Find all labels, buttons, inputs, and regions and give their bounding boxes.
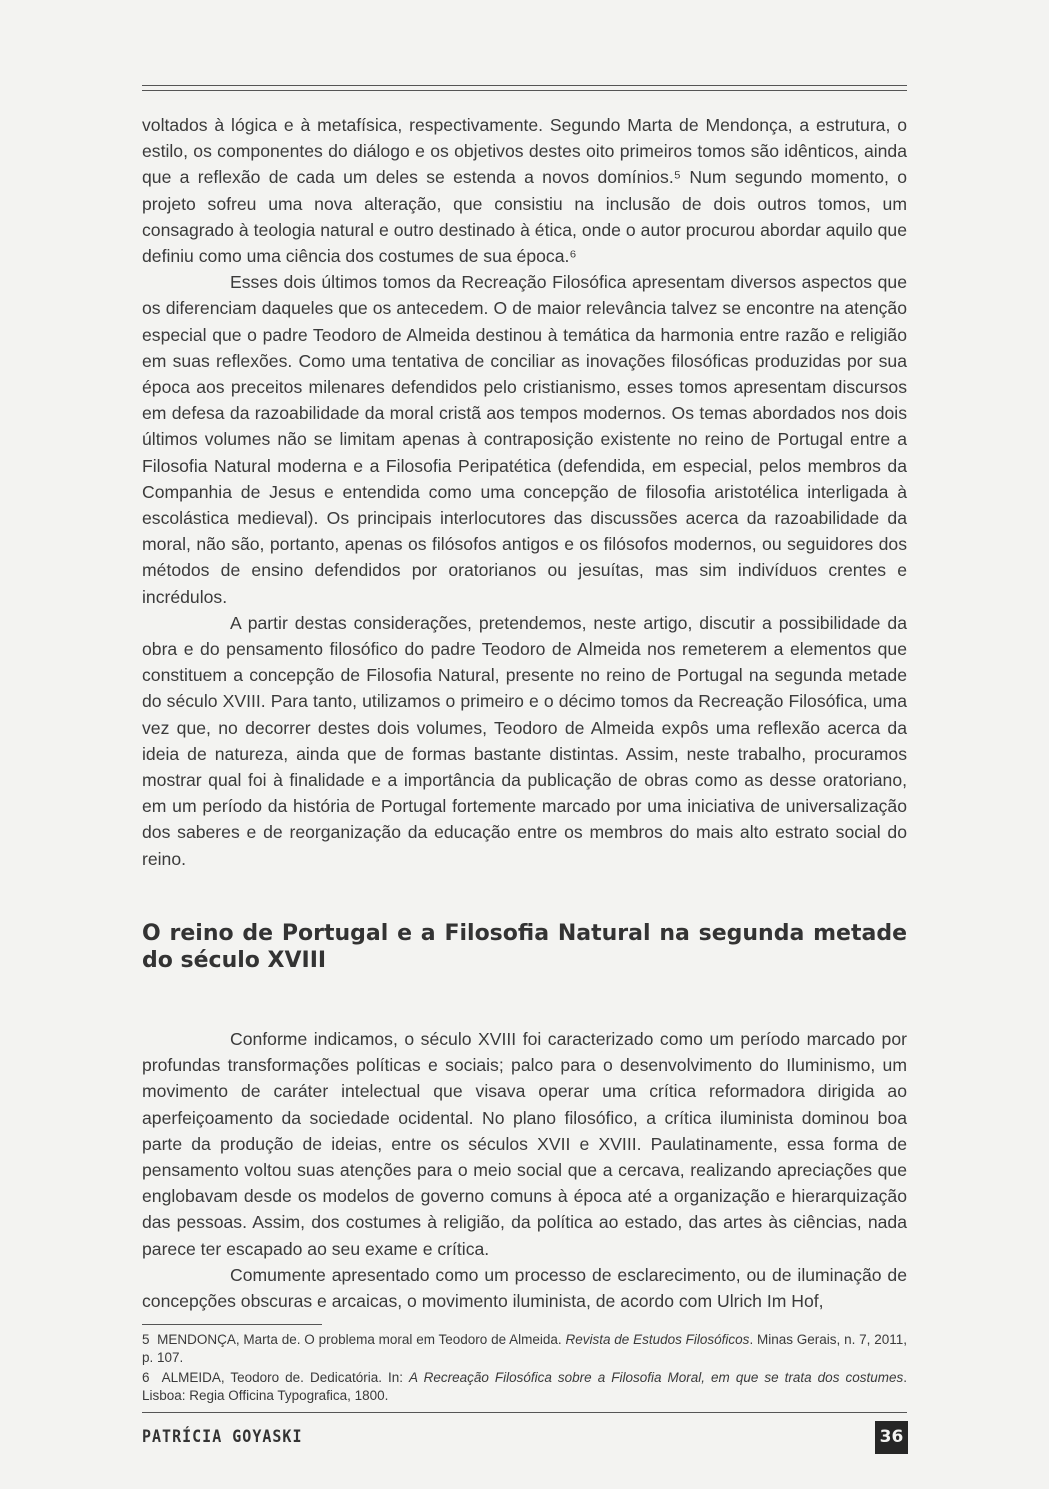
- body-paragraph: Comumente apresentado como um processo de esclarecimento, ou de iluminação de concepções obscuras e arcaicas, o movimento iluminista, de acordo com Ulrich Im Hof,: [142, 1264, 907, 1311]
- body-paragraph: voltados à lógica e à metafísica, respectivamente. Segundo Marta de Mendonça, a estrutura, o estilo, os componentes do diálogo e os objetivos destes oito primeiros tomos são idênticos, ainda que a reflexão de cada um deles se estenda a novos domínios.⁵ Num segundo momento, o projeto sofreu uma nova alteração, que consistiu na inclusão de dois outros tomos, um consagrado à teologia natural e outro destinado à ética, onde o autor procurou abordar aquilo que definiu como uma ciência dos costumes de sua época.⁶: [142, 115, 907, 267]
- footnote-number: 6: [142, 1370, 150, 1386]
- footnote-title: Revista de Estudos Filosóficos: [565, 1332, 750, 1348]
- footer-rule: [142, 1412, 907, 1413]
- section-heading: O reino de Portugal e a Filosofia Natural na segunda metade do século XVIII: [142, 920, 907, 973]
- body-paragraph: A partir destas considerações, pretendemos, neste artigo, discutir a possibilidade da obra e do pensamento filosófico do padre Teodoro de Almeida nos remeterem a elementos que constituem a concepção de Filosofia Natural, presente no reino de Portugal na segunda metade do século XVIII. Para tanto, utilizamos o primeiro e o décimo tomos da Recreação Filosófica, uma vez que, no decorrer destes dois volumes, Teodoro de Almeida expôs uma reflexão acerca da ideia de natureza, ainda que de formas bastante distintas. Assim, neste trabalho, procuramos mostrar qual foi à finalidade e a importância da publicação de obras como as desse oratoriano, em um período da história de Portugal fortemente marcado por uma iniciativa de universalização dos saberes e de reorganização da educação entre os membros do mais alto estrato social do reino.: [142, 612, 907, 869]
- page-content: [142, 112, 907, 1407]
- footnote-text: . Minas Gerais, n. 7, 2011, p. 107.: [142, 1332, 907, 1366]
- footnote-separator: [142, 1324, 322, 1325]
- footnote-text: MENDONÇA, Marta de. O problema moral em Teodoro de Almeida.: [157, 1332, 566, 1348]
- footnote-text: ALMEIDA, Teodoro de. Dedicatória. In:: [161, 1370, 410, 1386]
- header-rule-top: [142, 85, 907, 86]
- header-rule-bottom: [142, 90, 907, 91]
- body-paragraph: Esses dois últimos tomos da Recreação Filosófica apresentam diversos aspectos que os diferenciam daqueles que os antecedem. O de maior relevância talvez se encontre na atenção especial que o padre Teodoro de Almeida destinou à temática da harmonia entre razão e religião em suas reflexões. Como uma tentativa de conciliar as inovações filosóficas produzidas por sua época aos preceitos milenares defendidos pelo cristianismo, esses tomos apresentam discursos em defesa da razoabilidade da moral cristã aos tempos modernos. Os temas abordados nos dois últimos volumes não se limitam apenas à contraposição existente no reino de Portugal entre a Filosofia Natural moderna e a Filosofia Peripatética (defendida, em especial, pelos membros da Companhia de Jesus e entendida como uma concepção de filosofia aristotélica interligada à escolástica medieval). Os principais interlocutores das discussões acerca da razoabilidade da moral, não são, portanto, apenas os filósofos antigos e os filósofos modernos, ou seguidores dos métodos de ensino defendidos por oratorianos ou jesuítas, mas sim indivíduos crentes e incrédulos.: [142, 272, 907, 607]
- footnote: [142, 1369, 907, 1405]
- page-number-badge: 36: [875, 1421, 908, 1454]
- footnote-number: 5: [142, 1332, 150, 1348]
- body-paragraph: Conforme indicamos, o século XVIII foi caracterizado como um período marcado por profundas transformações políticas e sociais; palco para o desenvolvimento do Iluminismo, um movimento de caráter intelectual que visava operar uma crítica reformadora dirigida ao aperfeiçoamento da sociedade ocidental. No plano filosófico, a crítica iluminista dominou boa parte da produção de ideias, entre os séculos XVII e XVIII. Paulatinamente, essa forma de pensamento voltou suas atenções para o meio social que a cercava, realizando apreciações que englobavam desde os modelos de governo comuns à época até a organização e hierarquização das pessoas. Assim, dos costumes à religião, da política ao estado, das artes às ciências, nada parece ter escapado ao seu exame e crítica.: [142, 1028, 907, 1259]
- footnote: [142, 1331, 907, 1367]
- footer-author: PATRÍCIA GOYASKI: [142, 1425, 303, 1447]
- footnote-title: A Recreação Filosófica sobre a Filosofia Moral, em que se trata dos costumes: [409, 1370, 904, 1386]
- footnote-text: . Lisboa: Regia Officina Typografica, 1800.: [142, 1370, 907, 1404]
